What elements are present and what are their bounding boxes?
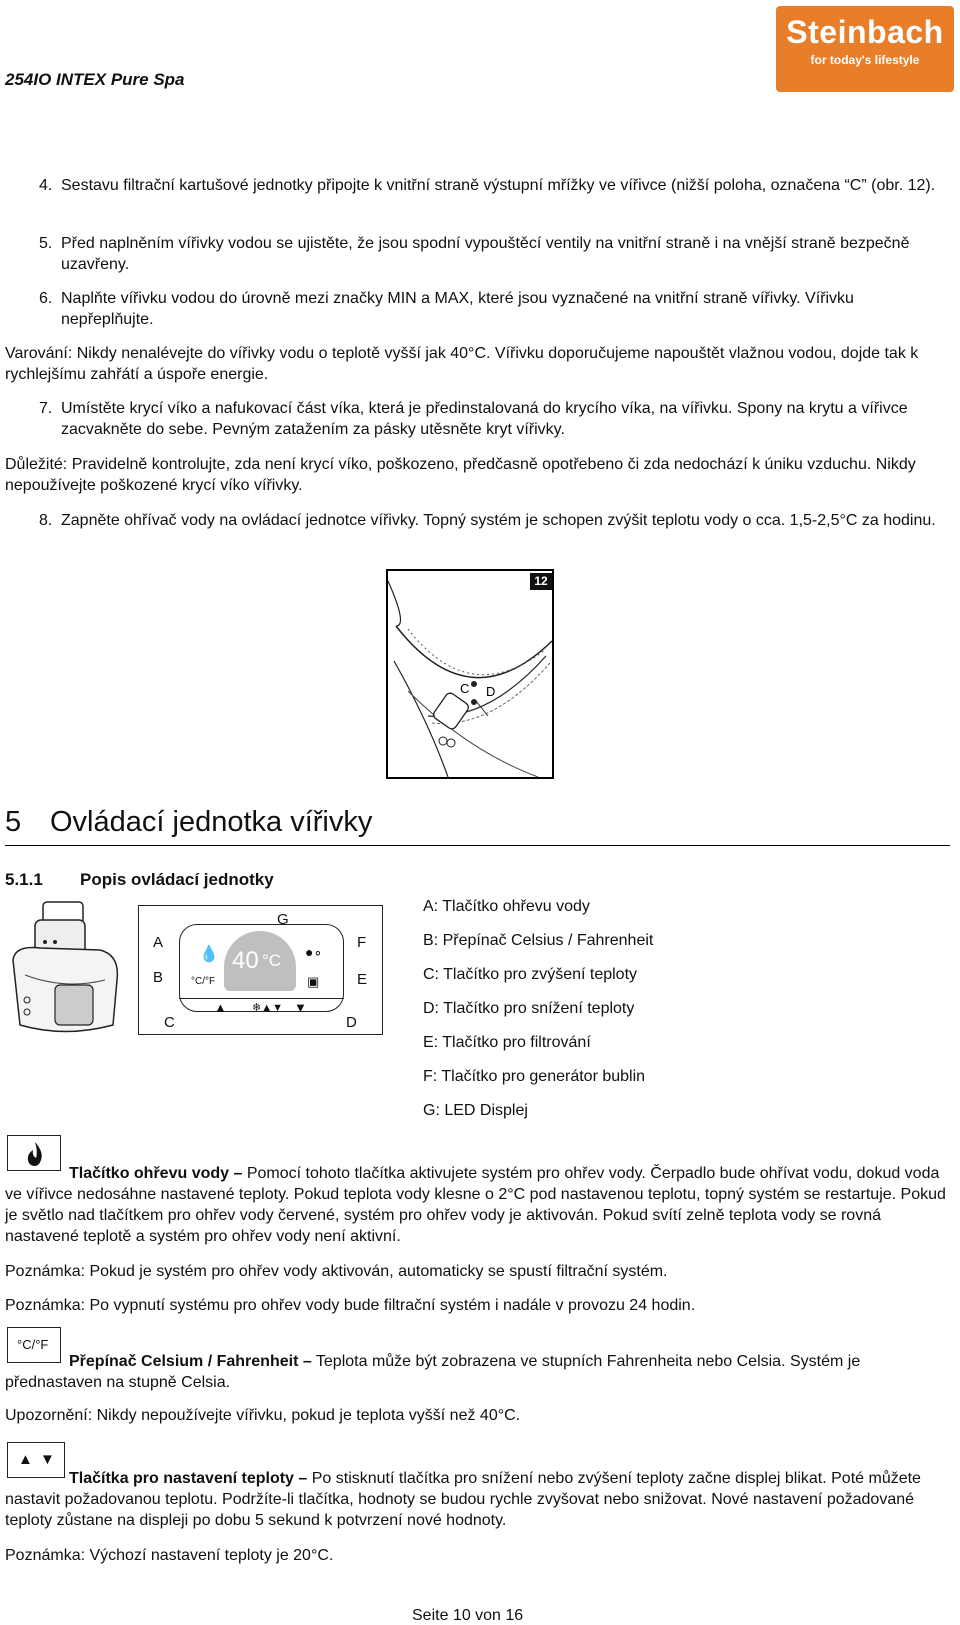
step-number: 5. <box>39 235 53 252</box>
step-text: Sestavu filtrační kartušové jednotky připojte k vnitřní straně výstupní mřížky ve vířivce (nižší poloha, označena “C” (obr. 12). <box>61 177 936 194</box>
decrease-temp-icon: ▼ <box>294 1000 307 1015</box>
steinbach-logo <box>776 6 954 92</box>
unit-switch-text: Teplota může být zobrazena ve stupních Fahrenheita nebo Celsia. Systém je přednastaven na stupně Celsia. <box>5 1353 861 1391</box>
figure-marker-d: D <box>486 684 496 699</box>
control-unit-device-illustration <box>5 900 130 1040</box>
panel-label-b: B <box>153 969 164 986</box>
legend-item-a: A: Tlačítko ohřevu vody <box>423 898 590 915</box>
filter-icon: ▣ <box>307 974 320 989</box>
legend-item-c: C: Tlačítko pro zvýšení teploty <box>423 966 638 983</box>
section-heading <box>5 806 372 839</box>
panel-button-divider <box>179 998 344 999</box>
step-number: 4. <box>39 177 53 194</box>
celsius-fahrenheit-icon: °C/°F <box>191 976 216 987</box>
heater-title: Tlačítko ohřevu vody – <box>69 1165 243 1182</box>
legend-item-e: E: Tlačítko pro filtrování <box>423 1034 591 1051</box>
temp-buttons-description <box>5 1468 950 1531</box>
unit-switch-warning: Upozornění: Nikdy nepoužívejte vířivku, pokud je teplota vyšší než 40°C. <box>5 1407 521 1424</box>
panel-label-g: G <box>277 911 289 928</box>
logo-brand: Steinbach <box>786 14 944 50</box>
unit-switch-description <box>5 1351 950 1393</box>
list-item-step-5 <box>39 233 945 275</box>
celsius-fahrenheit-icon: °C/°F <box>17 1337 49 1352</box>
figure-marker-c: C <box>460 681 470 696</box>
bubbles-icon: ●∘ <box>305 944 323 960</box>
legend-item-f: F: Tlačítko pro generátor bublin <box>423 1068 646 1085</box>
logo-tagline: for today's lifestyle <box>810 53 920 67</box>
step-number: 8. <box>39 512 53 529</box>
page-number: Seite 10 von 16 <box>412 1607 524 1624</box>
document-title: 254IO INTEX Pure Spa <box>5 70 185 89</box>
panel-label-e: E <box>357 971 368 988</box>
subsection-number: 5.1.1 <box>5 870 43 889</box>
heater-note-2: Poznámka: Po vypnutí systému pro ohřev vody bude filtrační systém i nadále v provozu 24 hodin. <box>5 1297 696 1314</box>
display-unit: °C <box>262 951 282 970</box>
legend-item-g: G: LED Displej <box>423 1102 528 1119</box>
heater-note-1: Poznámka: Pokud je systém pro ohřev vody aktivován, automaticky se spustí filtrační systém. <box>5 1263 668 1280</box>
heater-text: Pomocí tohoto tlačítka aktivujete systém pro ohřev vody. Čerpadlo bude ohřívat vodu, dokud voda ve vířivce nedosáhne nastavené teploty. Pokud teplota vody klesne o 2°C pod nastavenou teplotu, topný systém se restartuje. Pokud je světlo nad tlačítkem pro ohřev vody červené, systém pro ohřev vody je aktivován. Pokud svítí zelně teplota vody se rovná nastavené teplotě a systém pro ohřev vody není aktivní. <box>5 1165 946 1245</box>
warning-temperature: Varování: Nikdy nenalévejte do vířivky vodu o teplotě vyšší jak 40°C. Vířivku doporučujeme napouštět vlažnou vodou, dojde tak k rychlejšímu zahřátí a úspoře energie. <box>5 345 919 383</box>
list-item-step-4 <box>39 175 945 196</box>
panel-label-a: A <box>153 934 164 951</box>
step-number: 7. <box>39 400 53 417</box>
list-item-step-6 <box>39 288 945 330</box>
legend-item-b: B: Přepínač Celsius / Fahrenheit <box>423 932 654 949</box>
panel-label-c: C <box>164 1014 175 1031</box>
temp-buttons-title: Tlačítka pro nastavení teploty – <box>69 1470 308 1487</box>
spa-filter-drawing <box>388 571 552 777</box>
figure-number-badge: 12 <box>530 573 552 590</box>
important-cover-note: Důležité: Pravidelně kontrolujte, zda není krycí víko, poškozeno, předčasně opotřebeno či zda nedochází k úniku vzduchu. Nikdy nepoužívejte poškozené krycí víko vířivky. <box>5 456 916 494</box>
list-item-step-7 <box>39 398 945 440</box>
heater-description <box>5 1163 950 1247</box>
list-item-step-8 <box>39 510 945 531</box>
section-number: 5 <box>5 806 22 838</box>
figure-12-illustration <box>386 569 554 779</box>
panel-label-f: F <box>357 934 367 951</box>
control-panel-diagram <box>138 905 383 1035</box>
temp-buttons-text: Po stisknutí tlačítka pro snížení nebo zvýšení teploty začne displej blikat. Poté můžete nastavit požadovanou teplotu. Podržíte-li tlačítka, hodnoty se budou rychle zvyšovat nebo snižovat. Nové nastavení požadované teploty zůstane na displeji po dobu 5 sekund k potvrzení nové hodnoty. <box>5 1470 921 1529</box>
step-text: Zapněte ohřívač vody na ovládací jednotce vířivky. Topný systém je schopen zvýšit teplotu vody o cca. 1,5-2,5°C za hodinu. <box>61 512 936 529</box>
section-divider <box>5 845 950 846</box>
up-arrow-icon: ▲ <box>18 1451 33 1468</box>
step-text: Před naplněním vířivky vodou se ujistěte, že jsou spodní vypouštěcí ventily na vnitřní straně i na vnější straně bezpečně uzavřeny. <box>61 235 910 273</box>
display-temperature: 40 <box>232 947 259 974</box>
pump-unit-drawing <box>5 900 130 1040</box>
step-text: Umístěte krycí víko a nafukovací část víka, která je předinstalovaná do krycího víka, na vířivku. Spony na krytu a vířivce zacvakněte do sebe. Pevným zatažením za pásky utěsněte kryt vířivky. <box>61 400 908 438</box>
increase-temp-icon: ▲ <box>214 1000 227 1015</box>
step-text: Naplňte vířivku vodou do úrovně mezi značky MIN a MAX, které jsou vyznačené na vnitřní straně vířivky. Vířivku nepřeplňujte. <box>61 290 854 328</box>
unit-switch-title: Přepínač Celsium / Fahrenheit – <box>69 1353 312 1370</box>
subsection-heading <box>5 870 274 890</box>
panel-small-icons: ❄▲▼ <box>252 1002 283 1014</box>
flame-icon: 💧 <box>199 946 219 963</box>
legend-item-d: D: Tlačítko pro snížení teploty <box>423 1000 635 1017</box>
subsection-title: Popis ovládací jednotky <box>80 870 274 889</box>
section-title: Ovládací jednotka vířivky <box>50 806 373 838</box>
panel-label-d: D <box>346 1014 357 1031</box>
temp-buttons-note: Poznámka: Výchozí nastavení teploty je 20°C. <box>5 1547 334 1564</box>
down-arrow-icon: ▼ <box>40 1451 55 1468</box>
step-number: 6. <box>39 290 53 307</box>
